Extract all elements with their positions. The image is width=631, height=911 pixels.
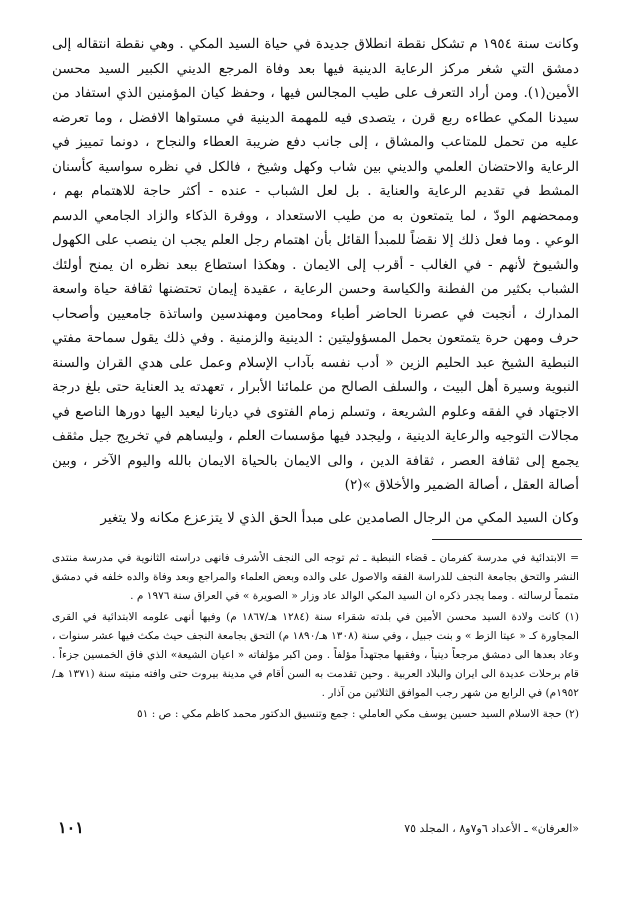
body-paragraph-2: وكان السيد المكي من الرجال الصامدين على مبدأ الحق الذي لا يتزعزع مكانه ولا يتغير bbox=[100, 509, 579, 526]
footnote-1: (١) كانت ولادة السيد محسن الأمين في بلدته شقراء سنة (١٢٨٤ هـ/١٨٦٧ م) وفيها أنهى علومه الابتدائية في القرى المجاورة كـ « عيتا الزط » و بنت جبيل ، وفي سنة (١٣٠٨ هـ/١٨٩٠ م) التحق بجامعة النجف حيث مكث فيها عشر سنوات ، وعاد بعدها الى دمشق مرجعاً دينياً ، وفقيها مجتهداً مؤلفاً . ومن اكبر مؤلفاته « اعيان الشيعة» الذي فاق الخمسين جزءاً . قام برحلات عديدة الى ايران والبلاد العربية . وحين تقدمت به السن أقام في مدينة بيروت حتى وافته منيته سنة (١٣٧١ هـ/١٩٥٢م) في الرابع من شهر رجب الموافق الثلاثين من آذار . bbox=[52, 611, 579, 699]
footnote-2: (٢) حجة الاسلام السيد حسين يوسف مكي العاملي : جمع وتنسيق الدكتور محمد كاظم مكي : ص : ٥١ bbox=[136, 708, 579, 720]
page-footer bbox=[52, 818, 579, 840]
main-text bbox=[52, 32, 579, 530]
page-number: ١٠١ bbox=[58, 818, 84, 837]
footnote-continuation: = الابتدائية في مدرسة كفرمان ـ قضاء النبطية ـ ثم توجه الى النجف الأشرف فانهى دراسته الثانوية في مدرسة منتدى النشر والتحق بجامعة النجف للدراسة الفقه والاصول على والده وبعض العلماء والمراجع وبعد وفاة والده خلفه في دمشق متمماً لرسالته . ومما يجدر ذكره ان السيد المكي الوالد عاد وزار « الصويرة » في العراق سنة ١٩٧٦ م . bbox=[52, 552, 579, 602]
footnotes bbox=[52, 549, 579, 726]
body-paragraph-1: وكانت سنة ١٩٥٤ م تشكل نقطة انطلاق جديدة في حياة السيد المكي . وهي نقطة انتقاله إلى دمشق التي شغر مركز الرعاية الدينية فيها بعد وفاة المرجع الديني الكبير السيد محسن الأمين(١). ومن أراد التعرف على طيب المجالس فيها ، وحفظ كيان المؤمنين الذي استفاد من سيدنا المكي عطاءه ربع قرن ، يتصدى فيه للمهمة الدينية في مستواها الافضل ، وما تعرضه عليه من تحمل للمتاعب والمشاق ، إلى جانب دفع ضريبة العطاء والنجاح ، دونما تمييز في الرعاية والاحتضان العلمي والديني بين شاب وكهل وشيخ ، فالكل في نظره سواسية كأسنان المشط في تقديم الرعاية والعناية . بل لعل الشباب - عنده - أكثر حاجة للاهتمام بهم ، وممحضهم الودّ ، لما يتمتعون به من طيب الاستعداد ، ووفرة الذكاء والزاد الجامعي الدسم الوعي . وما فعل ذلك إلا نقضاً للمبدأ القائل بأن اهتمام رجل العلم يجب ان ينصب على الكهول والشيوخ لأنهم - في الغالب - أقرب إلى الايمان . وهكذا استطاع ببعد نظره ان يمنح أولئك الشباب بكثير من الفطنة والكياسة وحسن الرعاية ، عقيدة إيمان تحتضنها ثقافة حياة واسعة المدارك ، أنجبت في عصرنا الحاضر أطباء ومحامين ومهندسين واساتذة جامعيين وأصحاب حرف ومهن حرة يتمتعون بحمل المسؤوليتين : الدينية والزمنية . وفي ذلك يقول سماحة مفتي النبطية الشيخ عبد الحليم الزين « أدب نفسه بآداب الإسلام وعمل على هدي القران والسنة النبوية وسيرة أهل البيت ، والسلف الصالح من علمائنا الأبرار ، تعهدته يد العناية حتى بلغ درجة الاجتهاد في الفقه وعلوم الشريعة ، وتسلم زمام الفتوى في ديارنا ليعيد اليها دورها الناصع في مجالات التوجيه والرعاية الدينية ، وليجدد فيها مؤسسات العلم ، وليساهم في تخريج جيل مثقف يجمع إلى ثقافة العصر ، ثقافة الدين ، والى الايمان بالحياة الايمان بالله واليوم الآخر ، وبين أصالة العقل ، أصالة الضمير والأخلاق »(٢) bbox=[52, 36, 580, 493]
journal-citation: «العرفان» ـ الأعداد ٦و٧و٨ ، المجلد ٧٥ bbox=[404, 822, 579, 835]
footnote-divider bbox=[432, 539, 582, 540]
